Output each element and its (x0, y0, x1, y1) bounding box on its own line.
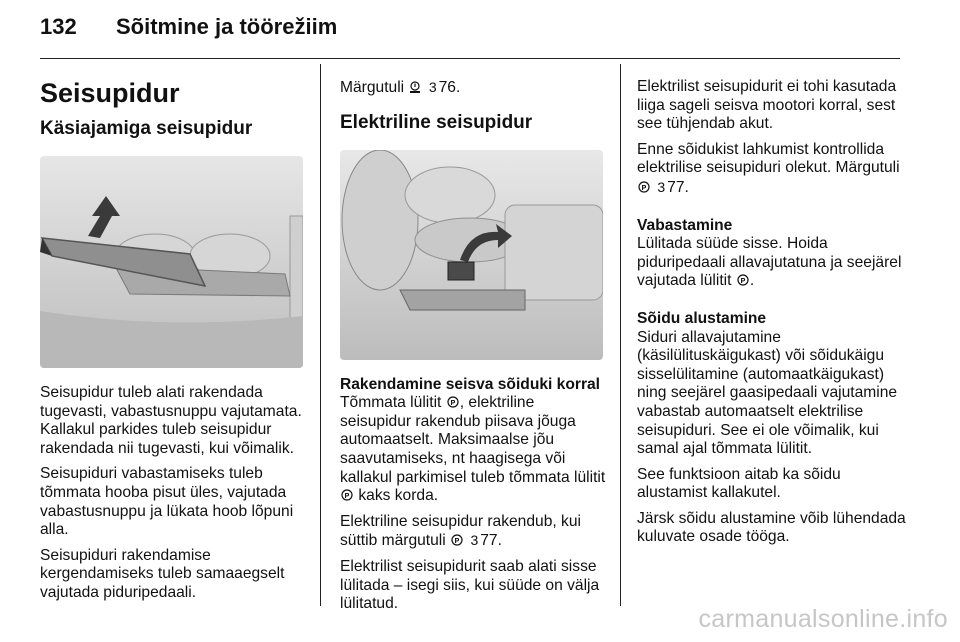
brake-warning-lamp-icon (408, 80, 422, 94)
subsection-heading: Vabastamine (637, 216, 733, 234)
subsection-heading: Sõidu alustamine (637, 309, 767, 327)
chapter-title: Sõitmine ja töörežiim (116, 14, 338, 39)
svg-text:P: P (450, 400, 456, 408)
handbrake-lever-illustration (40, 156, 303, 368)
parking-brake-symbol-icon (446, 395, 460, 409)
svg-text:P: P (740, 278, 746, 286)
column-divider (320, 64, 321, 606)
watermark: carmanualsonline.info (698, 605, 948, 633)
paragraph: See funktsioon aitab ka sõidu alustamist kallakutel. (637, 465, 841, 502)
header-rule (40, 58, 900, 59)
column-1 (40, 78, 306, 610)
section-heading: Seisupidur (40, 78, 180, 108)
subsection-heading: Rakendamine seisva sõiduki korral (340, 375, 601, 393)
page-reference-icon: 3 (428, 79, 437, 95)
page-reference-icon: 3 (470, 532, 479, 549)
paragraph: Tõmmata lülitit P , elektriline seisupidur rakendub piisava jõuga automaatselt. Maksimaalse jõu saavutamiseks, nt haagisega või kallakul parkimisel tuleb tõmmata lülitit P kaks korda. (340, 394, 606, 505)
column-2 (340, 78, 606, 621)
paragraph: Elektrilist seisupidurit saab alati sisse lülitada – isegi siis, kui süüde on välja lülitatud. (340, 557, 600, 613)
column-divider (620, 64, 621, 606)
page-number: 132 (40, 14, 77, 39)
paragraph: Elektriline seisupidur rakendub, kui süttib märgutuli P 3 77. (340, 512, 581, 550)
parking-brake-symbol-icon (637, 180, 651, 194)
paragraph: Seisupidur tuleb alati rakendada tugevasti, vabastusnuppu vajutamata. Kallakul parkides tuleb seisupidur rakendada nii tugevasti, kui võimalik. (40, 384, 302, 457)
svg-text:P: P (344, 493, 350, 501)
electric-parking-brake-illustration (340, 150, 603, 360)
paragraph: Järsk sõidu alustamine võib lühendada kuluvate osade tööga. (637, 509, 906, 546)
paragraph: Siduri allavajutamine (käsilülituskäigukast) või sõidukäigu sisselülitamine (automaatkäigukast) ning seejärel gaasipedaali vajutamine vabastab automaatselt elektrilise seisupiduri. See ei ole võimalik, kui samal ajal tõmmata lülitit. (637, 328, 898, 458)
paragraph: Elektrilist seisupidurit ei tohi kasutada liiga sageli seisva mootori korral, sest see tühjendab akut. (637, 78, 897, 133)
subsection-heading: Käsiajamiga seisupidur (40, 118, 253, 139)
indicator-reference: Märgutuli 3 76. (340, 79, 461, 96)
paragraph: Enne sõidukist lahkumist kontrollida elektrilise seisupiduri olekut. Märgutuli P 3 77. (637, 140, 900, 196)
parking-brake-symbol-icon (340, 488, 354, 502)
parking-brake-symbol-icon (450, 533, 464, 547)
column-3 (637, 78, 907, 554)
page-reference-icon: 3 (657, 178, 666, 195)
subsection-heading: Elektriline seisupidur (340, 111, 533, 133)
paragraph: Lülitada süüde sisse. Hoida piduripedaali allavajutatuna ja seejärel vajutada lülitit P . (637, 235, 902, 290)
paragraph: Seisupiduri rakendamise kergendamiseks tuleb samaaegselt vajutada piduripedaali. (40, 546, 285, 601)
parking-brake-symbol-icon (736, 273, 750, 287)
svg-text:P: P (641, 184, 647, 192)
page-header (40, 14, 337, 40)
paragraph: Seisupiduri vabastamiseks tuleb tõmmata hooba pisut üles, vajutada vabastusnuppu ja lükata hoob lõpuni alla. (40, 465, 294, 539)
svg-text:P: P (454, 538, 460, 546)
